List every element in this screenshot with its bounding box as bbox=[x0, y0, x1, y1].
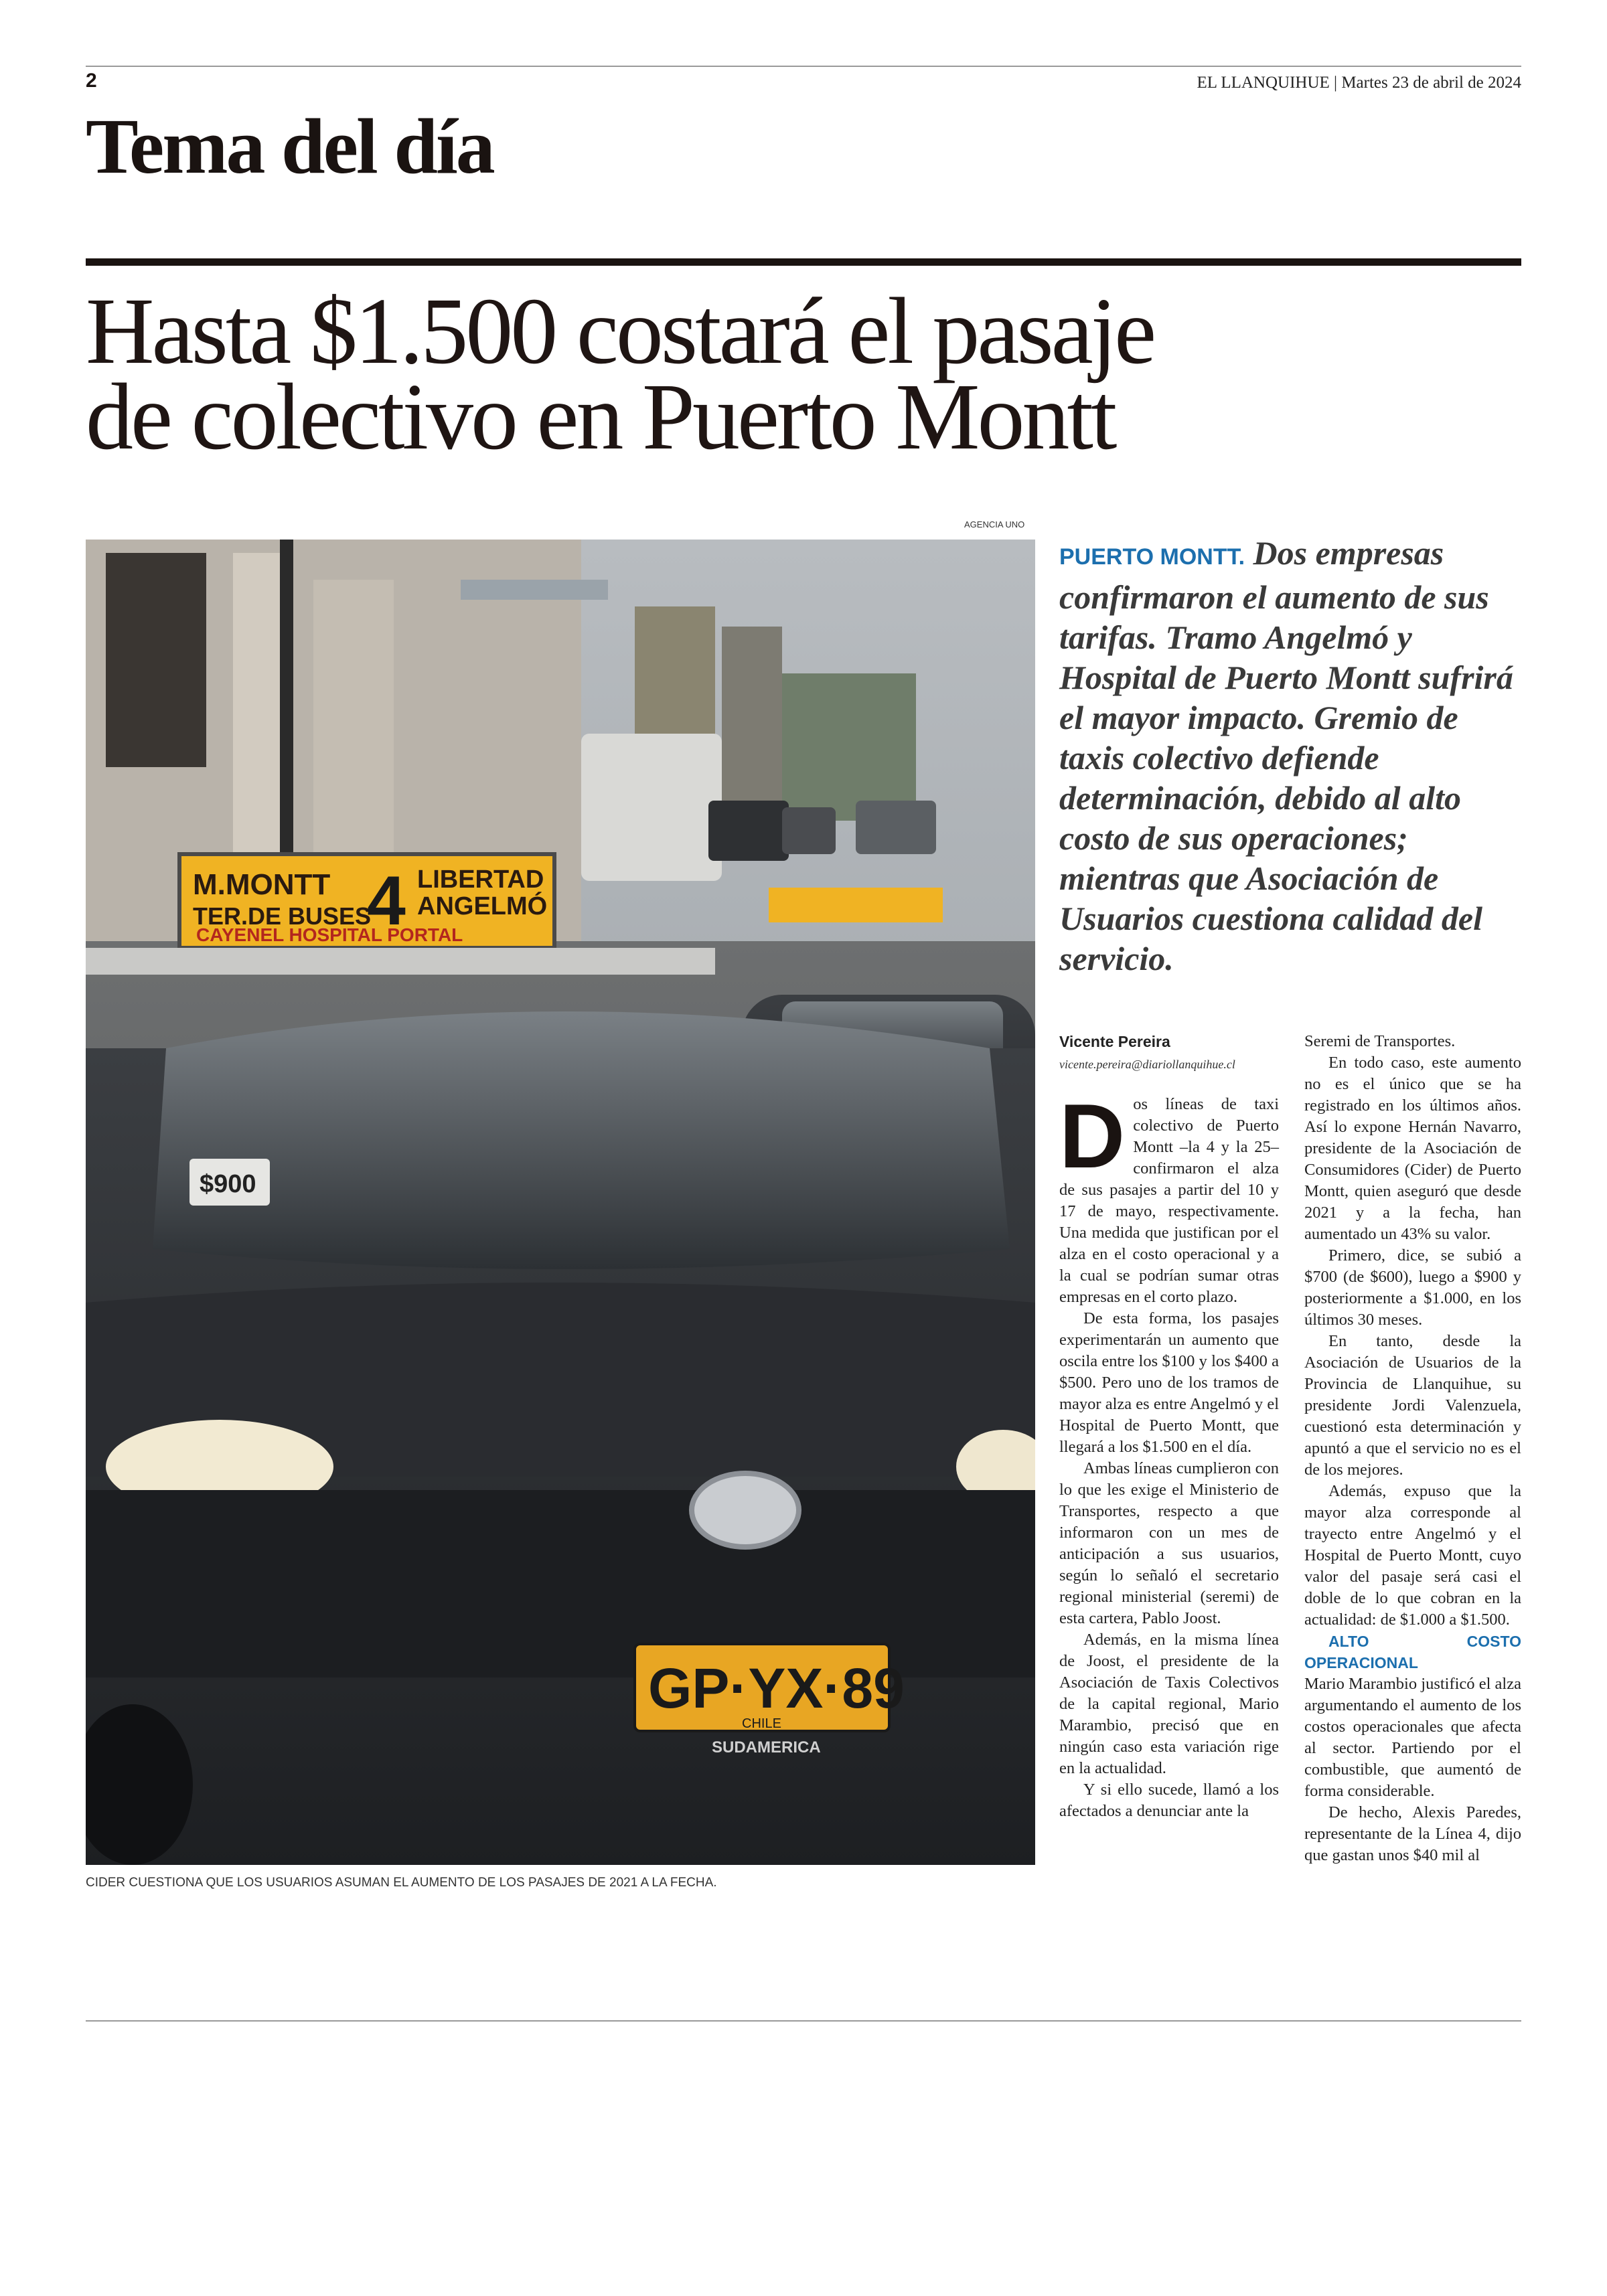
sign-number: 4 bbox=[367, 862, 406, 940]
paragraph: En todo caso, este aumento no es el único que se ha registrado en los últimos años. Así lo expone Hernán Navarro, presidente de la Asociación de Consumidores (Cider) de Puerto Montt, quien aseguró que desde 2021 y a la fecha, han aumentado un 43% su valor. bbox=[1304, 1054, 1521, 1243]
sign-text-5: CAYENEL HOSPITAL PORTAL bbox=[196, 924, 463, 945]
photo-credit: AGENCIA UNO bbox=[964, 519, 1025, 529]
plate-frame-text: SUDAMERICA bbox=[712, 1738, 821, 1756]
paragraph: Mario Marambio justificó el alza argumentando el aumento de los costos operacionales que afecta al sector. Partiendo por el combustible, que aumentó de forma considerable. bbox=[1304, 1675, 1521, 1800]
author-email: vicente.pereira@diariollanquihue.cl bbox=[1059, 1058, 1235, 1071]
paragraph: os líneas de taxi colectivo de Puerto Montt –la 4 y la 25– confirmaron el alza de sus pasajes a partir del 10 y 17 de mayo, respectivamente. Una medida que justifican por el alza en el costo operacional y a la cual se podrían sumar otras empresas en el corto plazo. bbox=[1059, 1095, 1279, 1306]
article-column-2 bbox=[1304, 1031, 1521, 1866]
paragraph: Además, en la misma línea de Joost, el presidente de la Asociación de Taxis Colectivos de la capital regional, Mario Marambio, precisó que en ningún caso esta variación rige en la actualidad. bbox=[1059, 1631, 1279, 1777]
page-number: 2 bbox=[86, 70, 97, 92]
lead-text: Dos empresas confirmaron el aumento de sus tarifas. Tramo Angelmó y Hospital de Puerto Montt sufrirá el mayor impacto. Gremio de taxis colectivo defiende determinación, debido al alto costo de sus operaciones; mientras que Asociación de Usuarios cuestiona calidad del servicio. bbox=[1059, 534, 1513, 977]
lead-kicker: PUERTO MONTT. bbox=[1059, 544, 1245, 570]
plate-country: CHILE bbox=[742, 1716, 781, 1731]
taxi-illustration bbox=[86, 540, 1035, 1865]
paragraph: De esta forma, los pasajes experimentarán un aumento que oscila entre los $100 y los $400 a $500. Pero uno de los tramos de mayor alza es entre Angelmó y el Hospital de Puerto Montt, que llegará a los $1.500 en el día. bbox=[1059, 1309, 1279, 1456]
bottom-rule bbox=[86, 2020, 1521, 2022]
subhead: ALTO COSTO OPERACIONAL bbox=[1304, 1633, 1521, 1671]
article-lead bbox=[1059, 533, 1528, 979]
paragraph: Ambas líneas cumplieron con lo que les exige el Ministerio de Transportes, respecto a que informaron con un mes de anticipación a sus usuarios, según lo señaló el secretario regional ministerial (seremi) de esta cartera, Pablo Joost. bbox=[1059, 1459, 1279, 1627]
sign-text-3: LIBERTAD bbox=[417, 866, 544, 894]
publication-date: Martes 23 de abril de 2024 bbox=[1341, 74, 1521, 92]
section-rule bbox=[86, 258, 1521, 266]
paragraph: Seremi de Transportes. bbox=[1304, 1032, 1456, 1050]
top-rule bbox=[86, 66, 1521, 67]
headline-line-2: de colectivo en Puerto Montt bbox=[86, 363, 1115, 469]
publication-name: EL LLANQUIHUE bbox=[1197, 74, 1330, 92]
section-title: Tema del día bbox=[86, 102, 493, 190]
paragraph: Además, expuso que la mayor alza corresponde al trayecto entre Angelmó y el Hospital de Puerto Montt, cuyo valor del pasaje será casi el doble de lo que cobran en la actualidad: de $1.000 a $1.500. bbox=[1304, 1482, 1521, 1629]
masthead bbox=[1197, 74, 1521, 92]
license-plate: GP·YX·89 bbox=[648, 1657, 905, 1720]
author-name: Vicente Pereira bbox=[1059, 1033, 1170, 1050]
paragraph: De hecho, Alexis Paredes, representante de la Línea 4, dijo que gastan unos $40 mil al bbox=[1304, 1803, 1521, 1864]
separator: | bbox=[1334, 74, 1342, 92]
drop-cap: D bbox=[1059, 1085, 1126, 1187]
paragraph: Primero, dice, se subió a $700 (de $600), luego a $900 y posteriormente a $1.000, en los últimos 30 meses. bbox=[1304, 1246, 1521, 1329]
photo-caption: CIDER CUESTIONA QUE LOS USUARIOS ASUMAN EL AUMENTO DE LOS PASAJES DE 2021 A LA FECHA. bbox=[86, 1876, 717, 1890]
headline-line-1: Hasta $1.500 costará el pasaje bbox=[86, 278, 1154, 384]
paragraph: En tanto, desde la Asociación de Usuarios de la Provincia de Llanquihue, su presidente Jordi Valenzuela, cuestionó esta determinación y apuntó a que el servicio no es el de los mejores. bbox=[1304, 1332, 1521, 1479]
paragraph: Y si ello sucede, llamó a los afectados a denunciar ante la bbox=[1059, 1781, 1279, 1820]
headline bbox=[86, 278, 1519, 469]
windshield-price: $900 bbox=[200, 1170, 256, 1198]
sign-text-2: TER.DE BUSES bbox=[193, 902, 372, 930]
article-column-1 bbox=[1059, 1031, 1279, 1822]
sign-text-1: M.MONTT bbox=[193, 868, 331, 901]
sign-text-4: ANGELMÓ bbox=[417, 892, 548, 920]
article-photo bbox=[86, 540, 1035, 1865]
